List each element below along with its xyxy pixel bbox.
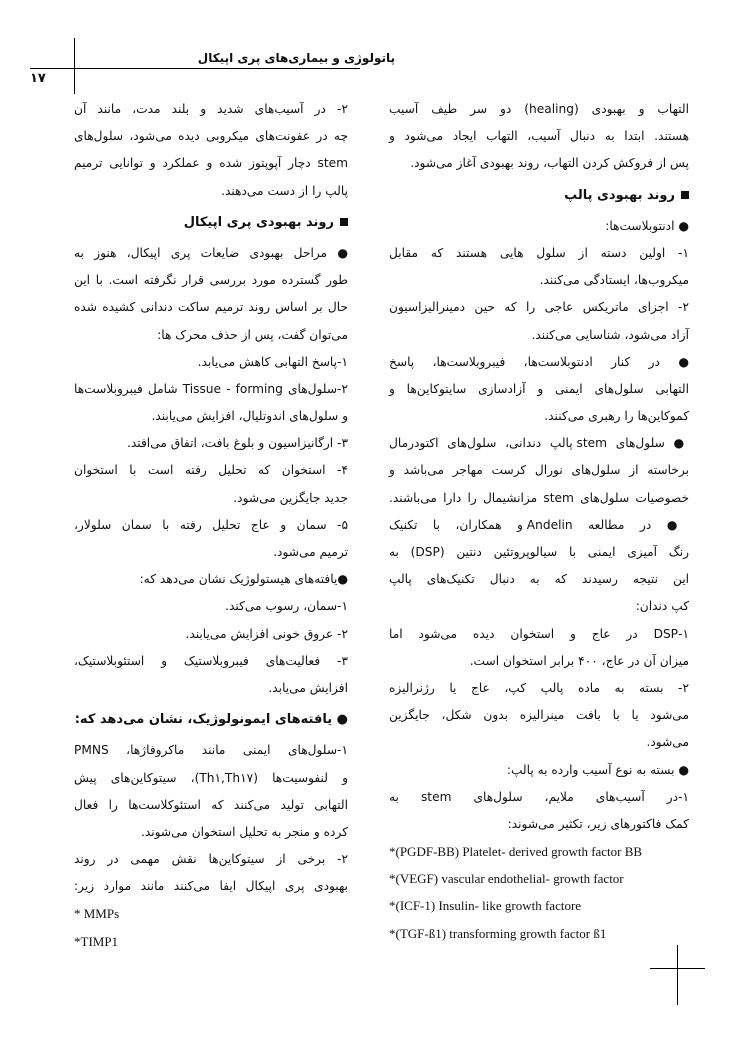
paragraph-line: ● سلول‌های stem پالپ دندانی، سلول‌های اکتودرمال bbox=[389, 436, 689, 451]
paragraph-line: ۱-سلول‌های ایمنی مانند ماکروفاژها، PMNS bbox=[74, 743, 348, 758]
crop-mark-vertical bbox=[677, 945, 678, 1005]
paragraph-line: حال بر اساس روند ترمیم ساکت دندانی کشیده شده bbox=[74, 300, 348, 315]
paragraph-line: ● در مطالعه Andelin و همکاران، با تکنیک bbox=[389, 517, 689, 532]
paragraph-line: میزان آن در عاج، ۴۰۰ برابر استخوان است. bbox=[469, 653, 689, 668]
growth-factor-item: *(PGDF-BB) Platelet- derived growth factor BB bbox=[389, 844, 643, 860]
growth-factor-item: *(VEGF) vascular endothelial- growth factor bbox=[389, 871, 624, 887]
paragraph-line: کموکاین‌ها را رهبری می‌کنند. bbox=[544, 409, 689, 424]
paragraph-line: stem دچار آپوپتوز شده و عملکرد و توانایی ترمیم bbox=[74, 156, 348, 171]
paragraph-line: و لنفوسیت‌ها (Th۱,Th۱۷)، سیتوکاین‌های پیش bbox=[74, 770, 348, 785]
list-item: ۳- فعالیت‌های فیبروبلاستیک و استئوبلاستیک، bbox=[74, 653, 348, 668]
paragraph-line: ۲- اجزای ماتریکس عاجی را که حین دمینرالیزاسیون bbox=[389, 300, 689, 315]
paragraph-line: التهابی تولید می‌کنند که استئوکلاست‌ها را فعال bbox=[74, 797, 348, 812]
list-item: ۲-سلول‌های Tissue - forming شامل فیبروبلاست‌ها bbox=[74, 381, 348, 396]
square-bullet-icon bbox=[340, 218, 348, 226]
list-item: ● ادنتوبلاست‌ها: bbox=[605, 218, 689, 233]
paragraph-line: کرده و منجر به تحلیل استخوان می‌شوند. bbox=[140, 824, 348, 839]
section-heading: روند بهبودی پالپ bbox=[389, 182, 689, 209]
list-item: ۲- عروق خونی افزایش می‌یابند. bbox=[185, 626, 348, 641]
paragraph-line: می‌توان گفت، پس از حذف محرک ها: bbox=[157, 327, 348, 342]
paragraph-line: افزایش می‌یابد. bbox=[268, 680, 348, 695]
paragraph-line: التهاب و بهبودی (healing) دو سر طیف آسیب bbox=[389, 102, 689, 116]
paragraph-line: ۱- اولین دسته از سلول هایی هستند که مقابل bbox=[389, 245, 689, 260]
paragraph-line: می‌شود. bbox=[646, 735, 689, 750]
paragraph-line: جدید جایگزین می‌شود. bbox=[233, 490, 348, 505]
list-item: ۵- سمان و عاج تحلیل رفته با سمان سلولار، bbox=[74, 517, 348, 532]
paragraph-line: ۱-در آسیب‌های ملایم، سلول‌های stem به bbox=[389, 789, 689, 804]
marker-item: *TIMP1 bbox=[74, 933, 119, 949]
paragraph-line: این نتیجه رسیدند که به دنبال تکنیک‌های پالپ bbox=[389, 572, 689, 587]
paragraph-line: کمک فاکتورهای زیر، تکثیر می‌شوند: bbox=[507, 816, 689, 831]
marker-item: * MMPs bbox=[74, 906, 120, 922]
running-title: پاتولوژی و بیماری‌های پری اپیکال bbox=[197, 51, 395, 65]
growth-factor-item: *(ICF-1) Insulin- like growth factore bbox=[389, 898, 582, 914]
list-item: ●یافته‌های هیستولوژیک نشان می‌دهد که: bbox=[139, 572, 348, 587]
list-item: ۱-پاسخ التهابی کاهش می‌یابد. bbox=[197, 354, 348, 369]
paragraph-line: ۲- در آسیب‌های شدید و بلند مدت، مانند آن bbox=[74, 102, 348, 116]
paragraph-line: پس از فروکش کردن التهاب، روند بهبودی آغاز می‌شود. bbox=[410, 156, 689, 171]
paragraph-line: ● در کنار ادنتوبلاست‌ها، فیبروبلاست‌ها، پاسخ bbox=[389, 354, 689, 369]
list-item: ۳- ارگانیزاسیون و بلوغ بافت، اتفاق می‌افتد. bbox=[127, 436, 348, 451]
header-vertical-rule bbox=[74, 38, 75, 94]
paragraph-line: آزاد می‌شود، شناسایی می‌کنند. bbox=[531, 327, 689, 342]
paragraph-line: ● مراحل بهبودی ضایعات پری اپیکال، هنوز به bbox=[74, 245, 348, 260]
paragraph-line: کپ دندان: bbox=[635, 599, 689, 614]
paragraph-line: رنگ آمیزی ایمنی با سیالوپروتئین دنتین (DSP) به bbox=[389, 545, 689, 559]
list-item: ● بسته به نوع آسیب وارده به پالپ: bbox=[506, 762, 689, 777]
paragraph-line: ۱-DSP در عاج و استخوان دیده می‌شود اما bbox=[389, 626, 689, 641]
paragraph-line: طور گسترده مورد بررسی قرار نگرفته است. با این bbox=[74, 273, 348, 288]
list-item: ۱-سمان، رسوب می‌کند. bbox=[225, 599, 348, 614]
paragraph-line: و سلول‌های اندوتلیال، افزایش می‌یابند. bbox=[151, 409, 348, 424]
paragraph-line: هستند. ابتدا به دنبال آسیب، التهاب ایجاد می‌شود و bbox=[389, 129, 689, 144]
paragraph-line: می‌شود یا با بافت مینرالیزه بدون شکل، جایگزین bbox=[389, 708, 689, 723]
paragraph-line: ۲- برخی از سیتوکاین‌ها نقش مهمی در روند bbox=[74, 852, 348, 867]
paragraph-line: ترمیم می‌شود. bbox=[273, 545, 348, 559]
paragraph-line: چه در عفونت‌های میکروبی دیده می‌شود، سلول‌های bbox=[74, 129, 348, 144]
left-column bbox=[74, 96, 348, 955]
paragraph-line: پالپ را از دست می‌دهند. bbox=[221, 183, 348, 198]
paragraph-line: التهابی سلول‌های ایمنی و آزادسازی سایتوکاین‌ها و bbox=[389, 381, 689, 396]
paragraph-line: بهبودی پری اپیکال ایفا می‌کنند مانند موارد زیر: bbox=[74, 879, 348, 894]
right-column bbox=[389, 96, 689, 947]
page-number: ۱۷ bbox=[30, 71, 46, 86]
list-item: ۴- استخوان که تحلیل رفته است با استخوان bbox=[74, 463, 348, 478]
paragraph-line: میکروب‌ها، ایستادگی می‌کنند. bbox=[539, 273, 689, 288]
header-rule bbox=[30, 68, 360, 69]
square-bullet-icon bbox=[681, 191, 689, 199]
section-heading: روند بهبودی پری اپیکال bbox=[74, 209, 348, 236]
paragraph-line: برخاسته از سلول‌های نورال کرست مهاجر می‌باشد و bbox=[389, 463, 689, 478]
immunology-heading: ● یافته‌های ایمونولوژیک، نشان می‌دهد که: bbox=[74, 712, 348, 728]
growth-factor-item: *(TGF-ß1) transforming growth factor ß1 bbox=[389, 925, 607, 941]
paragraph-line: ۲- بسته به ماده پالپ کپ، عاج یا رژنرالیزه bbox=[389, 680, 689, 695]
paragraph-line: خصوصیات سلول‌های stem مزانشیمال را دارا می‌باشند. bbox=[389, 490, 689, 505]
